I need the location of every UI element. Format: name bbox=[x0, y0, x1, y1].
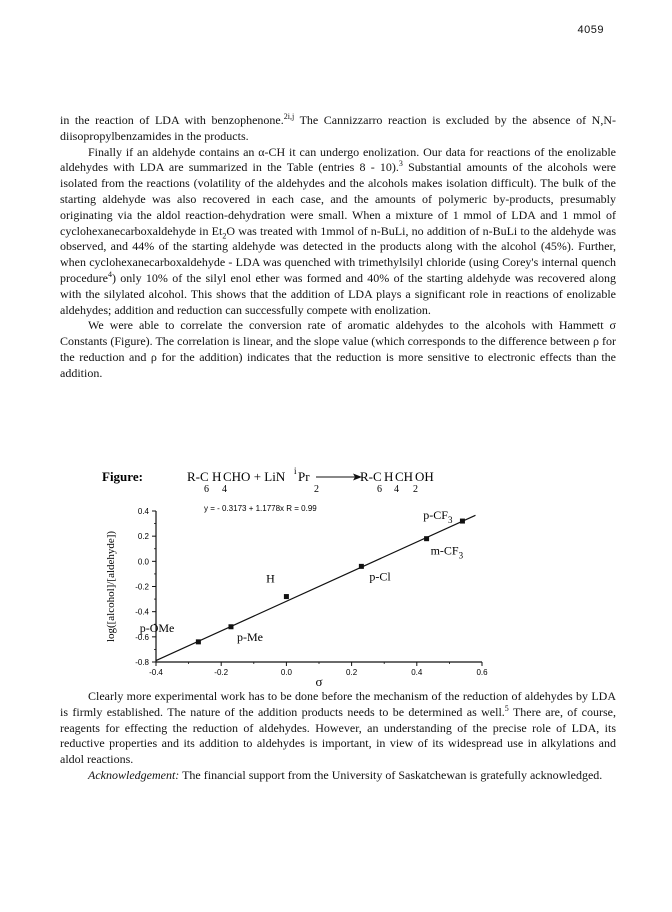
paragraph-enolization: Finally if an aldehyde contains an α-CH it can undergo enolization. Our data for reactions of the enolizable aldehydes with LDA are summarized in the Table (entries 8 - 10).$^3$ Substantial amounts of the alcohols were isolated from the reactions (volatility of the aldehydes and the alcohols makes isolation difficult). The bulk of the starting aldehyde was also recovered in each case, and the amounts of polymeric by-products, presumably originating via the aldol reaction-dehydration were small. When a mixture of 1 mmol of LDA and 1 mmol of cyclohexanecarboxaldehyde in $Et_2O$ was treated with 1mmol of n-BuLi, no addition of n-BuLi to the aldehyde was observed, and 44% of the starting aldehyde was detected in the products along with the alcohol (45%). Further, when cyclohexanecarboxaldehyde - LDA was quenched with trimethylsilyl chloride (using Corey's internal quench procedure$^4$) only 10% of the silyl enol ether was formed and 40% of the starting aldehyde was recovered along with the silylated alcohol. This shows that the addition of LDA plays a significant role in reactions of enolizable aldehydes; addition and reduction can successfully compete with enolization. bbox=[60, 144, 616, 317]
svg-text:2: 2 bbox=[413, 484, 418, 495]
data-point-label: p-Cl bbox=[369, 569, 391, 584]
svg-text:CHO + LiN: CHO + LiN bbox=[223, 469, 286, 484]
y-tick-label: 0.4 bbox=[137, 507, 149, 516]
data-point bbox=[460, 519, 465, 524]
svg-text:Pr: Pr bbox=[298, 469, 310, 484]
svg-text:6: 6 bbox=[377, 484, 382, 495]
y-tick-label: 0.2 bbox=[137, 532, 149, 542]
x-tick-label: -0.2 bbox=[214, 668, 229, 677]
reaction-equation bbox=[187, 466, 434, 495]
data-point bbox=[228, 624, 233, 629]
reference-superscript: 2i,j bbox=[283, 112, 295, 121]
acknowledgement-text: The financial support from the University of Saskatchewan is gratefully acknowledged. bbox=[179, 768, 603, 782]
page-number: 4059 bbox=[577, 24, 604, 36]
body-text-top bbox=[60, 113, 616, 382]
svg-text:2: 2 bbox=[314, 484, 319, 495]
svg-text:i: i bbox=[294, 466, 297, 476]
plot-axes bbox=[135, 507, 488, 677]
x-tick-label: 0.0 bbox=[280, 668, 292, 677]
reference-superscript: 3 bbox=[398, 159, 403, 169]
regression-equation: y = - 0.3173 + 1.1778x R = 0.99 bbox=[204, 504, 317, 513]
acknowledgement bbox=[60, 768, 616, 784]
data-point bbox=[424, 536, 429, 541]
data-point bbox=[284, 594, 289, 599]
data-point-label: p-Me bbox=[236, 629, 263, 644]
y-axis-label: log([alcohol]/[aldehyde]) bbox=[105, 530, 117, 643]
svg-text:H: H bbox=[384, 469, 394, 484]
x-tick-label: 0.4 bbox=[411, 668, 423, 677]
y-tick-label: 0.0 bbox=[137, 557, 149, 567]
x-tick-label: 0.6 bbox=[476, 668, 488, 677]
paragraph-conclusion: Clearly more experimental work has to be done before the mechanism of the reduction of aldehydes by LDA is firmly established. The nature of the addition products needs to be determined as well.$^5$ There are, of course, reagents for effecting the reduction of aldehydes. However, an understanding of the precise role of LDA, its reductive properties and its addition to aldehydes is important, in view of its widespread use in alkylations and aldol reactions. bbox=[60, 689, 616, 767]
paragraph-benzophenone: in the reaction of LDA with benzophenone.$^{2i,j}$ The Cannizzarro reaction is excluded by the absence of N,N-diisopropylbenzamides in the products. bbox=[60, 112, 616, 143]
svg-text:R-C: R-C bbox=[360, 469, 382, 484]
reference-superscript: 5 bbox=[504, 703, 509, 713]
y-tick-label: -0.8 bbox=[135, 658, 149, 667]
body-text-bottom bbox=[60, 689, 616, 768]
data-point-label: p-OMe bbox=[139, 620, 175, 635]
data-point bbox=[359, 564, 364, 569]
hammett-plot bbox=[92, 461, 552, 689]
y-tick-label: -0.2 bbox=[135, 582, 149, 592]
x-tick-label: 0.2 bbox=[346, 668, 358, 677]
svg-text:R-C: R-C bbox=[187, 469, 209, 484]
svg-text:CH: CH bbox=[395, 469, 414, 484]
data-point-label: H bbox=[266, 571, 275, 586]
svg-text:6: 6 bbox=[204, 484, 209, 495]
figure-label: Figure: bbox=[102, 469, 143, 484]
paragraph-hammett: We were able to correlate the conversion rate of aromatic aldehydes to the alcohols with Hammett σ Constants (Figure). The correlation is linear, and the slope value (which corresponds to the difference between ρ for the reduction and ρ for the addition) indicates that the reduction is more sensitive to electronic effects than the addition. bbox=[60, 318, 616, 380]
data-point-label: $m-CF_3$ bbox=[430, 543, 464, 561]
reference-superscript: 4 bbox=[107, 269, 112, 279]
hammett-figure bbox=[92, 461, 552, 689]
svg-text:H: H bbox=[212, 469, 222, 484]
svg-text:OH: OH bbox=[415, 469, 434, 484]
svg-text:4: 4 bbox=[222, 484, 227, 495]
y-tick-label: -0.4 bbox=[135, 607, 149, 617]
x-axis-label: σ bbox=[315, 674, 323, 689]
data-point bbox=[196, 639, 201, 644]
svg-text:4: 4 bbox=[394, 484, 399, 495]
data-point-label: $p-CF_3$ bbox=[423, 508, 453, 526]
y-tick-label: -0.6 bbox=[135, 632, 149, 642]
plot-marks bbox=[137, 507, 476, 660]
x-tick-label: -0.4 bbox=[149, 668, 163, 677]
acknowledgement-label: Acknowledgement: bbox=[88, 768, 180, 782]
